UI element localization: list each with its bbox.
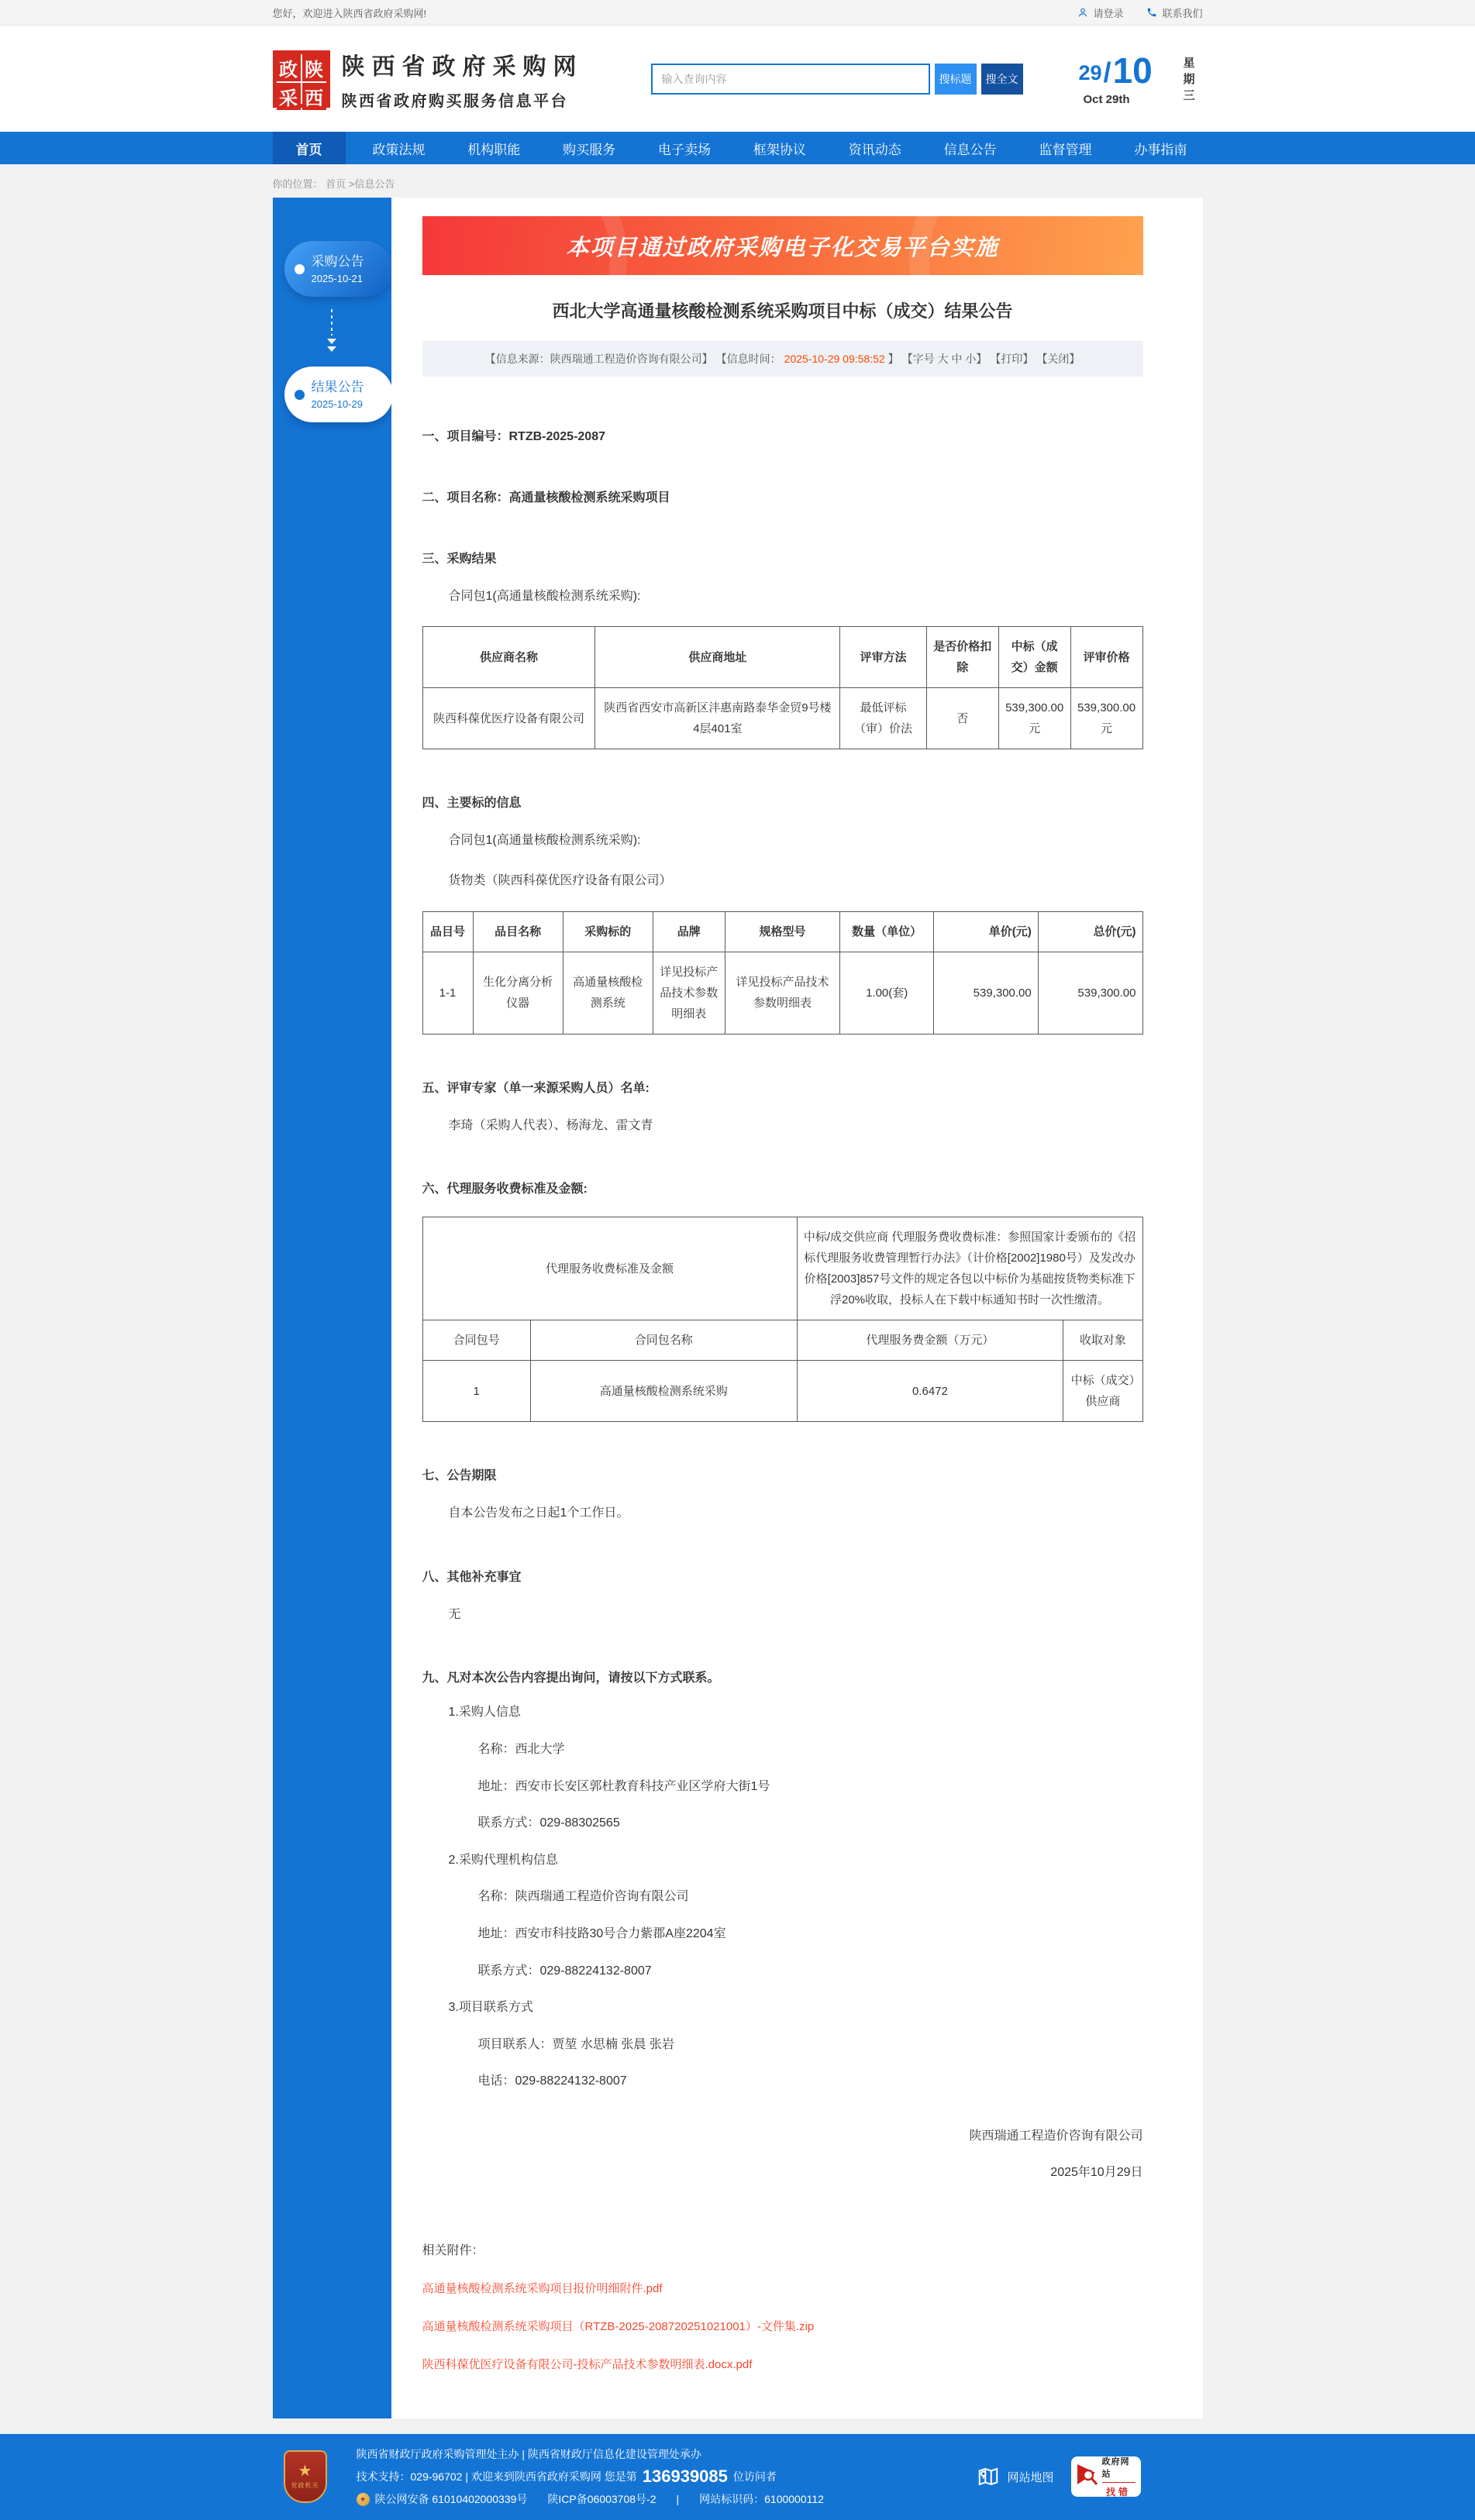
breadcrumb-separator: > [348,178,355,190]
logo-seal [277,54,326,109]
police-registration[interactable]: 陕公网安备 61010402000339号 [374,2493,528,2506]
badge-label: 党政机关 [291,2482,319,2490]
gov-site-error-report[interactable] [1071,2456,1141,2497]
sidebar-item-date: 2025-10-21 [311,272,363,284]
main-panel [391,198,1203,2418]
total-price: 539,300.00 [1038,952,1142,1034]
nav-item-framework[interactable]: 框架协议 [753,142,806,157]
contact-line: 地址：西安市科技路30号合力紫郡A座2204室 [477,1926,726,1940]
find-error-label: 找错 [1105,2487,1131,2498]
public-security-emblem-icon: ★ [357,2493,370,2506]
icp-registration[interactable]: 陕ICP备06003708号-2 [547,2493,657,2506]
col-header: 品目号 [422,911,473,952]
table-header-row [422,1320,1142,1361]
contact-line: 项目联系人：贾堃 水思楠 张晨 张岩 [477,2037,674,2051]
section-9-heading: 九、凡对本次公告内容提出询问，请按以下方式联系。 [422,1671,720,1685]
unit-price: 539,300.00 [934,952,1039,1034]
table-row [422,1217,1142,1320]
attachment-link[interactable]: 高通量核酸检测系统采购项目报价明细附件.pdf [422,2281,663,2295]
date-widget [1078,50,1203,107]
table-header-row [422,911,1142,952]
contact-line: 电话：029-88224132-8007 [477,2074,627,2088]
nav-item-purchase-service[interactable]: 购买服务 [563,142,616,157]
col-header: 总价(元) [1038,911,1142,952]
visitor-count: 136939085 [642,2467,728,2487]
timeline-dot [295,264,305,274]
date-weekday: 星期三 [1181,57,1195,105]
procurement-target: 高通量核酸检测系统 [563,952,653,1034]
login-label: 请登录 [1093,7,1124,19]
meta-time-close: 】 [887,352,899,365]
footer [0,2434,1475,2520]
contact-link[interactable] [1146,5,1202,20]
date-month: 10 [1112,50,1153,91]
platform-banner [422,216,1143,275]
col-header: 中标（成交）金额 [998,627,1070,688]
attachments-list [422,2280,1143,2372]
col-header: 供应商地址 [595,627,840,688]
brand: 详见投标产品技术参数明细表 [653,952,725,1034]
supplier-address: 陕西省西安市高新区沣惠南路泰华金贸9号楼4层401室 [595,688,840,749]
timeline-arrow-icon [326,309,338,354]
divider [1102,2482,1136,2483]
col-header: 是否价格扣除 [926,627,998,688]
contact-label: 联系我们 [1162,7,1203,19]
items-table [422,911,1143,1035]
section-4-heading: 四、主要标的信息 [422,797,522,811]
print-button[interactable]: 【打印】 [990,352,1034,365]
user-icon [1077,7,1088,18]
supplier-result-table [422,626,1143,749]
breadcrumb-home-link[interactable]: 首页 [326,178,346,190]
contact-line: 联系方式：029-88302565 [477,1816,620,1830]
signature-date: 2025年10月29日 [1050,2165,1143,2179]
signature-org: 陕西瑞通工程造价咨询有限公司 [969,2129,1143,2143]
site-identification-code: 网站标识码：6100000112 [699,2493,824,2506]
close-button[interactable]: 【关闭】 [1036,352,1080,365]
col-header: 合同包名称 [530,1320,797,1361]
item-no: 1-1 [422,952,473,1034]
sidebar-item-result-notice[interactable] [284,367,393,422]
award-amount: 539,300.00元 [998,688,1070,749]
sidebar-item-procurement-notice[interactable] [284,241,393,297]
sidebar-item-date: 2025-10-29 [311,398,363,410]
nav-item-supervision[interactable]: 监督管理 [1039,142,1092,157]
fee-standard-label: 代理服务收费标准及金额 [422,1217,797,1320]
search-title-button[interactable]: 搜标题 [935,64,977,95]
contact-line: 名称：西北大学 [477,1742,565,1756]
contact-line: 地址：西安市长安区郭杜教育科技产业区学府大街1号 [477,1779,770,1793]
spec-model: 详见投标产品技术参数明细表 [725,952,840,1034]
col-header: 规格型号 [725,911,840,952]
col-header: 品牌 [653,911,725,952]
contract-package-line: 合同包1(高通量核酸检测系统采购): [448,834,641,848]
review-method: 最低评标（审）价法 [840,688,926,749]
col-header: 品目名称 [473,911,563,952]
contact-line: 2.采购代理机构信息 [448,1853,558,1867]
site-header [0,26,1475,132]
gov-site-label: 政府网站 [1101,2457,1130,2480]
brand [273,47,584,111]
col-header: 采购标的 [563,911,653,952]
section-2-heading: 二、项目名称：高通量核酸检测系统采购项目 [422,491,670,504]
footer-organizer-line: 陕西省财政厅政府采购管理处主办 | 陕西省财政厅信息化建设管理处承办 [356,2448,701,2461]
search-fulltext-button[interactable]: 搜全文 [981,64,1023,95]
breadcrumb-prefix: 你的位置： [272,178,323,190]
section-8-heading: 八、其他补充事宜 [422,1570,522,1584]
logo-char: 采 [277,83,301,110]
col-header: 供应商名称 [422,627,595,688]
site-subtitle: 陕西省政府购买服务信息平台 [341,92,568,110]
sidebar-item-label: 结果公告 [311,379,364,394]
map-icon [977,2465,1000,2488]
nav-item-announcements[interactable]: 信息公告 [943,142,997,157]
col-header: 评审价格 [1070,627,1142,688]
col-header: 收取对象 [1063,1320,1142,1361]
attachment-link[interactable]: 高通量核酸检测系统采购项目（RTZB-2025-208720251021001）-文件集.zip [422,2319,815,2333]
contact-line: 3.项目联系方式 [448,2001,533,2015]
sitemap-link[interactable] [977,2465,1053,2488]
quantity: 1.00(套) [840,952,934,1034]
breadcrumb [0,164,1475,198]
search-area [651,64,1023,95]
section-1-heading: 一、项目编号：RTZB-2025-2087 [422,429,606,443]
item-name: 生化分离分析仪器 [473,952,563,1034]
contact-line: 名称：陕西瑞通工程造价咨询有限公司 [477,1890,689,1904]
col-header: 合同包号 [422,1320,530,1361]
section-3-heading: 三、采购结果 [422,552,497,566]
price-deduction: 否 [926,688,998,749]
experts-list: 李琦（采购人代表）、杨海龙、雷文青 [448,1118,653,1132]
col-header: 评审方法 [840,627,926,688]
signature-block [422,2126,1143,2180]
date-day: 29 [1078,61,1102,85]
fee-payer: 中标（成交）供应商 [1063,1361,1142,1422]
footer-separator: | [676,2493,680,2506]
logo-char: 政 [277,54,301,81]
nav-item-news[interactable]: 资讯动态 [848,142,901,157]
other-matters: 无 [448,1607,461,1621]
contract-package-line: 合同包1(高通量核酸检测系统采购): [448,589,641,603]
table-row [422,1361,1142,1422]
logo-char: 陕 [302,54,326,81]
nav-item-guide[interactable]: 办事指南 [1134,142,1187,157]
nav-item-functions[interactable]: 机构职能 [467,142,521,157]
banner-text: 本项目通过政府采购电子化交易平台实施 [566,235,999,260]
phone-icon [1146,7,1157,18]
content-area [273,198,1203,2418]
announcement-period: 自本公告发布之日起1个工作日。 [448,1506,629,1520]
font-size-control[interactable]: 【字号 大 中 小】 [901,352,987,365]
table-row [422,952,1142,1034]
logo-char: 西 [302,83,326,110]
supplier-name: 陕西科葆优医疗设备有限公司 [422,688,595,749]
nav-item-policies[interactable]: 政策法规 [372,142,426,157]
col-header: 单价(元) [934,911,1039,952]
login-link[interactable] [1077,5,1123,20]
date-slash: / [1103,57,1111,89]
review-price: 539,300.00元 [1070,688,1142,749]
meta-time-open: 【信息时间： [715,352,781,365]
meta-time-value: 2025-10-29 09:58:52 [784,352,885,365]
timeline-sidebar [273,198,391,2418]
col-header: 数量（单位） [840,911,934,952]
search-input[interactable] [651,64,930,95]
welcome-text: 您好，欢迎进入陕西省政府采购网! [272,7,427,19]
nav-item-home[interactable]: 首页 [273,132,346,164]
error-report-flag-icon [1077,2463,1098,2490]
breadcrumb-current-link[interactable]: 信息公告 [354,178,395,190]
brand-text [342,47,584,111]
agency-fee-table [422,1217,1143,1422]
section-5-heading: 五、评审专家（单一来源采购人员）名单: [422,1081,650,1095]
date-english: Oct 29th [1083,93,1130,107]
attachments-label: 相关附件： [422,2243,484,2257]
fee-standard-text: 中标/成交供应商 代理服务费收费标准：参照国家计委颁布的《招标代理服务收费管理暂行办法》（计价格[2002]1980号）及发改办价格[2003]857号文件的规定各包以中标价为基础按货物类标准下浮20%收取，投标人在下载中标通知书时一次性缴清。 [797,1217,1142,1320]
party-government-badge [284,2450,327,2503]
main-nav [0,132,1475,164]
nav-item-e-mall[interactable]: 电子卖场 [658,142,711,157]
package-name: 高通量核酸检测系统采购 [530,1361,797,1422]
sidebar-item-label: 采购公告 [311,253,364,269]
col-header: 代理服务费金额（万元） [797,1320,1063,1361]
contact-line: 联系方式：029-88224132-8007 [477,1964,652,1978]
section-7-heading: 七、公告期限 [422,1469,497,1483]
footer-visitor-suffix: 位访问者 [732,2470,777,2484]
badge-star-icon: ★ [298,2463,312,2480]
announcement-title: 西北大学高通量核酸检测系统采购项目中标（成交）结果公告 [552,301,1013,321]
table-row [422,688,1142,749]
section-6-heading: 六、代理服务收费标准及金额: [422,1183,588,1196]
package-no: 1 [422,1361,530,1422]
meta-source: 【信息来源：陕西瑞通工程造价咨询有限公司】 [484,352,713,365]
agency-fee-amount: 0.6472 [797,1361,1063,1422]
footer-tech-support: 技术支持：029-96702 | 欢迎来到陕西省政府采购网 您是第 [356,2470,637,2484]
site-title: 陕西省政府采购网 [341,53,584,80]
table-header-row [422,627,1142,688]
goods-category-line: 货物类（陕西科葆优医疗设备有限公司） [448,873,672,887]
sitemap-label: 网站地图 [1007,2470,1054,2484]
site-logo[interactable] [273,50,330,108]
topbar [0,0,1475,26]
attachment-link[interactable]: 陕西科葆优医疗设备有限公司-投标产品技术参数明细表.docx.pdf [422,2357,753,2371]
meta-bar [422,341,1143,377]
timeline-dot [295,390,305,400]
contact-line: 1.采购人信息 [448,1706,521,1720]
